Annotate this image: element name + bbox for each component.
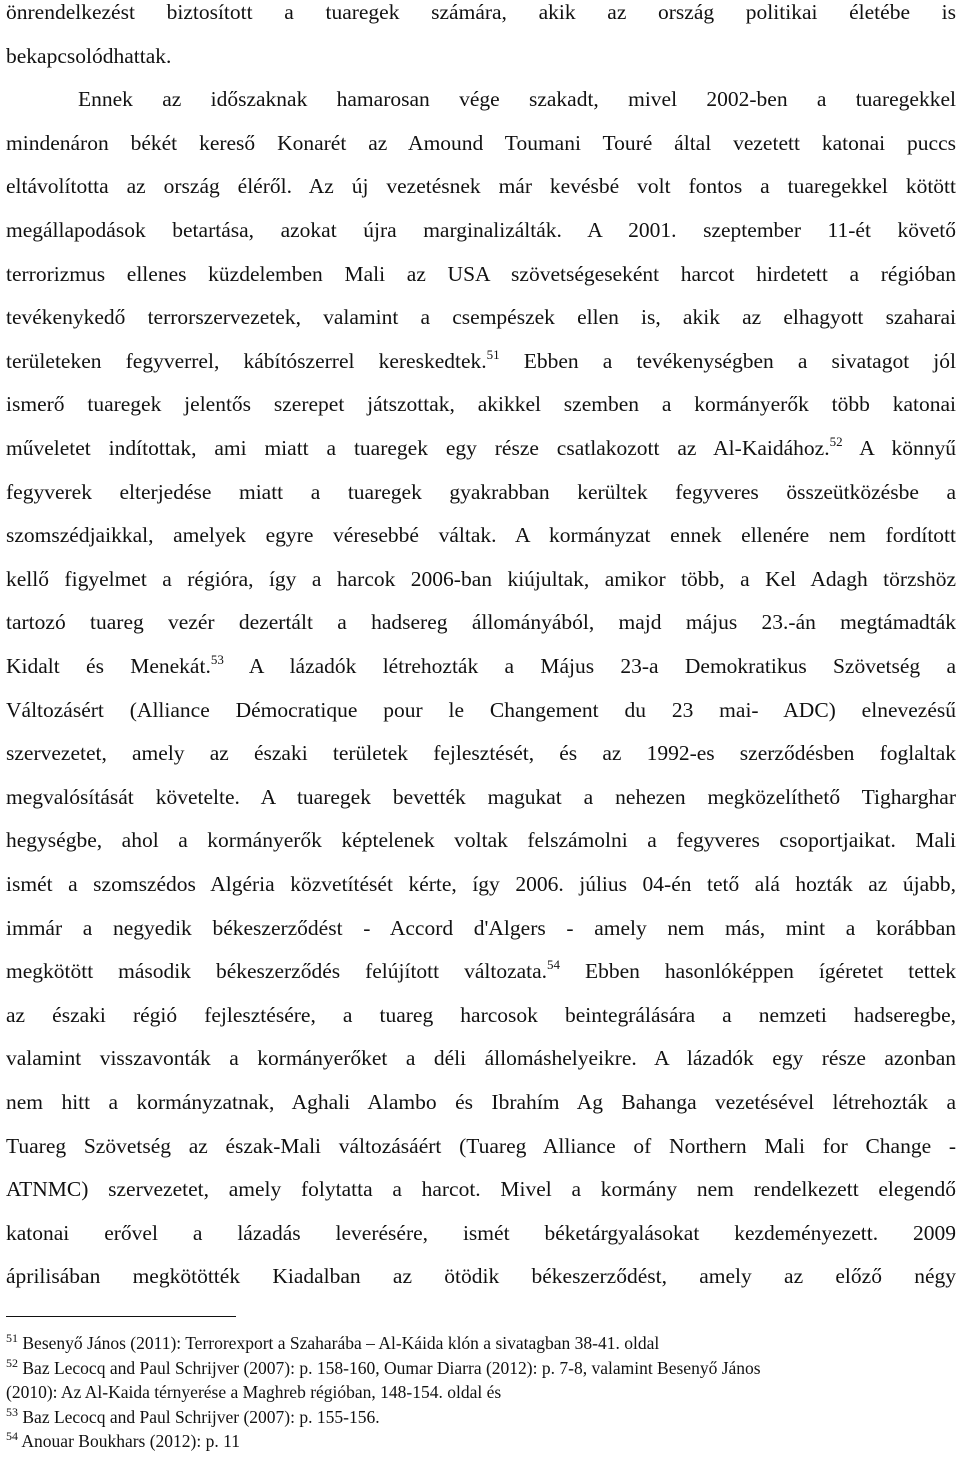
footnote-text: Baz Lecocq and Paul Schrijver (2007): p. 158-160, Oumar Diarra (2012): p. 7-8, valamint Besenyő János xyxy=(18,1357,761,1378)
line-text: műveletet indítottak, ami miatt a tuaregek egy része csatlakozott az Al-Kaidához. xyxy=(6,436,830,460)
line-text: A lázadók létrehozták a Május 23-a Demokratikus Szövetség a xyxy=(223,654,956,678)
body-line: szomszédjaikkal, amelyek egyre véresebbé váltak. A kormányzat ennek ellenére nem fordított xyxy=(6,523,956,548)
footnote xyxy=(6,1381,956,1403)
footnote-number: 54 xyxy=(6,1429,18,1443)
footnote xyxy=(6,1406,956,1428)
body-line: nem hitt a kormányzatnak, Aghali Alambo és Ibrahím Ag Bahanga vezetésével létrehozták a xyxy=(6,1090,956,1114)
body-line: tartozó tuareg vezér dezertált a hadsereg állományából, majd május 23.-án megtámadták xyxy=(6,610,956,635)
body-line: kellő figyelmet a régióra, így a harcok 2006-ban kiújultak, amikor több, a Kel Adagh törzshöz xyxy=(6,566,956,591)
line-text: A könnyű xyxy=(842,436,957,460)
footnote-number: 52 xyxy=(6,1355,18,1370)
body-line: ismét a szomszédos Algéria közvetítését kérte, így 2006. július 04-én tető alá hozták az újabb, xyxy=(6,872,956,896)
line-text: Kidalt és Menekát. xyxy=(6,654,211,678)
body-line: szervezetet, amely az északi területek fejlesztését, és az 1992-es szerződésben foglaltak xyxy=(6,741,956,766)
footnote-text: Besenyő János (2011): Terrorexport a Szaharába – Al-Káida klón a sivatagban 38-41. oldal xyxy=(18,1333,660,1353)
body-line: mindenáron békét kereső Konarét az Amound Toumani Touré által vezetett katonai puccs xyxy=(6,130,956,155)
body-line: ismerő tuaregek jelentős szerepet játszottak, akikkel szemben a kormányerők több katonai xyxy=(6,392,956,417)
body-line: áprilisában megkötötték Kiadalban az ötödik békeszerződést, amely az előző négy xyxy=(6,1264,956,1289)
body-line: immár a negyedik békeszerződést - Accord d'Algers - amely nem más, mint a korábban xyxy=(6,915,956,940)
body-line: hegységbe, ahol a kormányerők képtelenek voltak felszámolni a fegyveres csoportjaikat. Mali xyxy=(6,828,956,853)
body-line: Ennek az időszaknak hamarosan vége szakadt, mivel 2002-ben a tuaregekkel xyxy=(78,87,956,112)
body-line: ATNMC) szervezetet, amely folytatta a harcot. Mivel a kormány nem rendelkezett elegendő xyxy=(6,1177,956,1202)
footnote-separator xyxy=(6,1316,236,1317)
body-line: eltávolította az ország éléről. Az új vezetésnek már kevésbé volt fontos a tuaregekkel kötött xyxy=(6,174,956,199)
footnote-ref[interactable]: 53 xyxy=(210,652,224,667)
footnote xyxy=(6,1430,956,1452)
footnote-number: 51 xyxy=(6,1331,18,1345)
footnote-text: Baz Lecocq and Paul Schrijver (2007): p. 155-156. xyxy=(18,1406,380,1427)
footnote-text: (2010): Az Al-Kaida térnyerése a Maghreb régióban, 148-154. oldal és xyxy=(6,1382,502,1402)
body-line: katonai erővel a lázadás leverésére, ismét béketárgyalásokat kezdeményezett. 2009 xyxy=(6,1220,956,1245)
body-line: terrorizmus ellenes küzdelemben Mali az USA szövetségeseként harcot hirdetett a régióban xyxy=(6,261,956,286)
body-line: fegyverek elterjedése miatt a tuaregek gyakrabban kerültek fegyveres összeütközésbe a xyxy=(6,479,956,504)
body-line: megvalósítását követelte. A tuaregek bevették magukat a nehezen megközelíthető Tigharghar xyxy=(6,784,956,809)
footnote xyxy=(6,1357,956,1379)
line-text: megkötött második békeszerződés felújított változata. xyxy=(6,959,548,984)
footnote-number: 53 xyxy=(6,1404,18,1419)
footnote-ref[interactable]: 54 xyxy=(547,957,561,973)
line-text: Ebben hasonlóképpen ígéretet tettek xyxy=(560,959,956,984)
body-line xyxy=(6,650,956,682)
body-line: valamint visszavonták a kormányerőket a déli állomáshelyeikre. A lázadók egy része azonban xyxy=(6,1046,956,1071)
body-line: az északi régió fejlesztésére, a tuareg harcosok beintegrálására a nemzeti hadseregbe, xyxy=(6,1002,956,1027)
line-text: területeken fegyverrel, kábítószerrel kereskedtek. xyxy=(6,348,487,373)
body-line: megállapodások betartása, azokat újra marginalizálták. A 2001. szeptember 11-ét követő xyxy=(6,218,956,242)
body-line: tevékenykedő terrorszervezetek, valamint a csempészek ellen is, akik az elhagyott szaharai xyxy=(6,305,956,330)
body-line: Tuareg Szövetség az észak-Mali változásáért (Tuareg Alliance of Northern Mali for Change - xyxy=(6,1133,956,1158)
body-line xyxy=(6,955,956,987)
body-line: Változásért (Alliance Démocratique pour le Changement du 23 mai- ADC) elnevezésű xyxy=(6,697,956,722)
body-line xyxy=(6,345,956,377)
body-line: bekapcsolódhattak. xyxy=(6,43,172,68)
footnote xyxy=(6,1332,956,1354)
footnote-text: Anouar Boukhars (2012): p. 11 xyxy=(18,1431,240,1451)
footnote-ref[interactable]: 52 xyxy=(829,434,843,449)
footnote-ref[interactable]: 51 xyxy=(486,346,500,362)
body-line: önrendelkezést biztosított a tuaregek számára, akik az ország politikai életébe is xyxy=(6,0,956,24)
body-line xyxy=(6,432,956,464)
line-text: Ebben a tevékenységben a sivatagot jól xyxy=(499,348,956,373)
